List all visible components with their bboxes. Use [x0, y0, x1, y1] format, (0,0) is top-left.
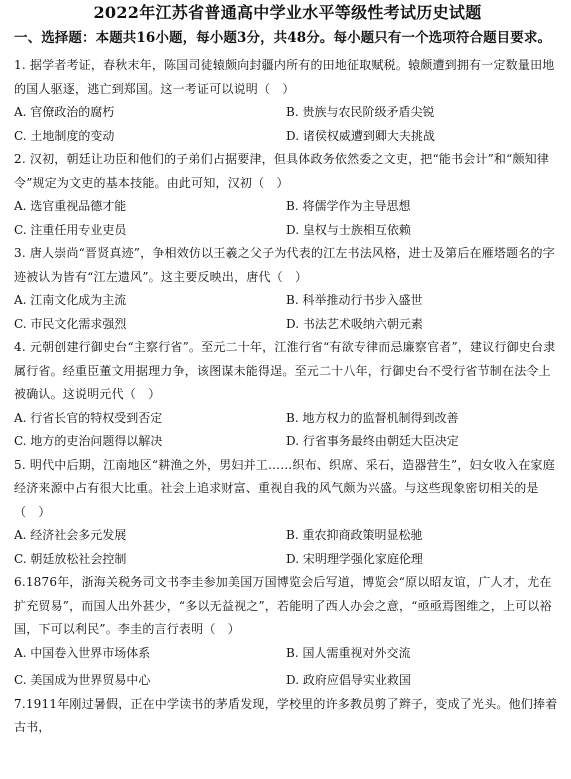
option-a: A. 行省长官的特权受到否定: [14, 410, 163, 425]
option-d: D. 诸侯权威遭到卿大夫挑战: [286, 128, 435, 143]
question-4: [14, 336, 561, 454]
option-d: D. 书法艺术吸纳六朝元素: [286, 316, 423, 331]
options-grid: [14, 524, 561, 571]
option-c: C. 土地制度的变动: [14, 128, 115, 143]
options-grid: [14, 101, 561, 148]
option-c: C. 注重任用专业吏员: [14, 222, 127, 237]
question-1: [14, 54, 561, 148]
option-c: C. 朝廷放松社会控制: [14, 551, 127, 566]
option-b: B. 科举推动行书步入盛世: [286, 293, 423, 307]
options-grid: [14, 289, 561, 336]
question-stem: 5. 明代中后期，江南地区“耕渔之外，男妇并工……织布、织席、采石，造器营生”，妇女收入在家庭经济来源中占有很大比重。社会上追求财富、重视自我的风气颇为兴盛。与这些现象密切相关的是（ ）: [14, 457, 555, 519]
option-a: A. 经济社会多元发展: [14, 528, 127, 542]
option-d: D. 行省事务最终由朝廷大臣决定: [286, 434, 459, 448]
question-7: [14, 693, 561, 740]
options-grid: [14, 195, 561, 242]
option-a: A. 中国卷入世界市场体系: [14, 645, 151, 660]
option-a: A. 选官重视品德才能: [14, 199, 127, 213]
question-5: [14, 454, 561, 572]
options-grid: [14, 642, 561, 693]
question-stem: 4. 元朝创建行御史台“主察行省”。至元二十年，江淮行省“有欲专律而忌廉察官者”，建议行御史台隶属行省。经重臣董文用据理力争，该图谋未能得逞。至元二十八年，行御史台不受行省节制在法令上被确认。这说明元代（ ）: [14, 340, 556, 401]
section-heading: 一、选择题：本题共16小题，每小题3分，共48分。每小题只有一个选项符合题目要求。: [14, 30, 552, 46]
options-grid: [14, 407, 561, 454]
option-b: B. 将儒学作为主导思想: [286, 199, 411, 213]
option-b: B. 国人需重视对外交流: [286, 645, 411, 660]
question-6: [14, 571, 561, 693]
option-b: B. 贵族与农民阶级矛盾尖锐: [286, 105, 435, 119]
option-c: C. 地方的吏治问题得以解决: [14, 434, 163, 448]
option-c: C. 美国成为世界贸易中心: [14, 673, 151, 687]
question-stem: 7.1911年刚过暑假，正在中学读书的茅盾发现，学校里的许多教员剪了辫子，变成了光头。他们捧着古书，: [14, 696, 558, 734]
option-b: B. 重农抑商政策明显松驰: [286, 528, 423, 542]
option-b: B. 地方权力的监督机制得到改善: [286, 410, 459, 425]
option-c: C. 市民文化需求强烈: [14, 316, 127, 331]
question-3: [14, 242, 561, 336]
question-2: [14, 148, 561, 242]
option-d: D. 宋明理学强化家庭伦理: [286, 551, 423, 566]
question-stem: 2. 汉初，朝廷让功臣和他们的子弟们占据要津，但具体政务依然委之文吏，把“能书会计”和“颇知律令”规定为文吏的基本技能。由此可知，汉初（ ）: [14, 152, 550, 190]
option-d: D. 皇权与士族相互依赖: [286, 222, 411, 237]
question-stem: 6.1876年，浙海关税务司文书李圭参加美国万国博览会后写道，博览会“原以昭友谊，广人才，尤在扩充贸易”，而国人出外甚少，“多以无益视之”，若能明了西人办会之意，“亟亟焉图维之，上可以裕国，下可以利民”。李圭的言行表明（ ）: [14, 575, 552, 636]
option-a: A. 江南文化成为主流: [14, 293, 127, 307]
exam-title: 2022年江苏省普通高中学业水平等级性考试历史试题: [93, 3, 482, 22]
question-stem: 3. 唐人崇尚“晋贤真迹”，争相效仿以王羲之父子为代表的江左书法风格，进士及第后在雁塔题名的字迹被认为皆有“江左遗风”。这主要反映出，唐代（ ）: [14, 246, 555, 284]
option-d: D. 政府应倡导实业救国: [286, 673, 411, 687]
question-stem: 1. 据学者考证，春秋末年，陈国司徒辕颇向封疆内所有的田地征取赋税。辕颇遭到拥有一定数量田地的国人驱逐，逃亡到郑国。这一考证可以说明（ ）: [14, 58, 555, 96]
option-a: A. 官僚政治的腐朽: [14, 105, 115, 119]
